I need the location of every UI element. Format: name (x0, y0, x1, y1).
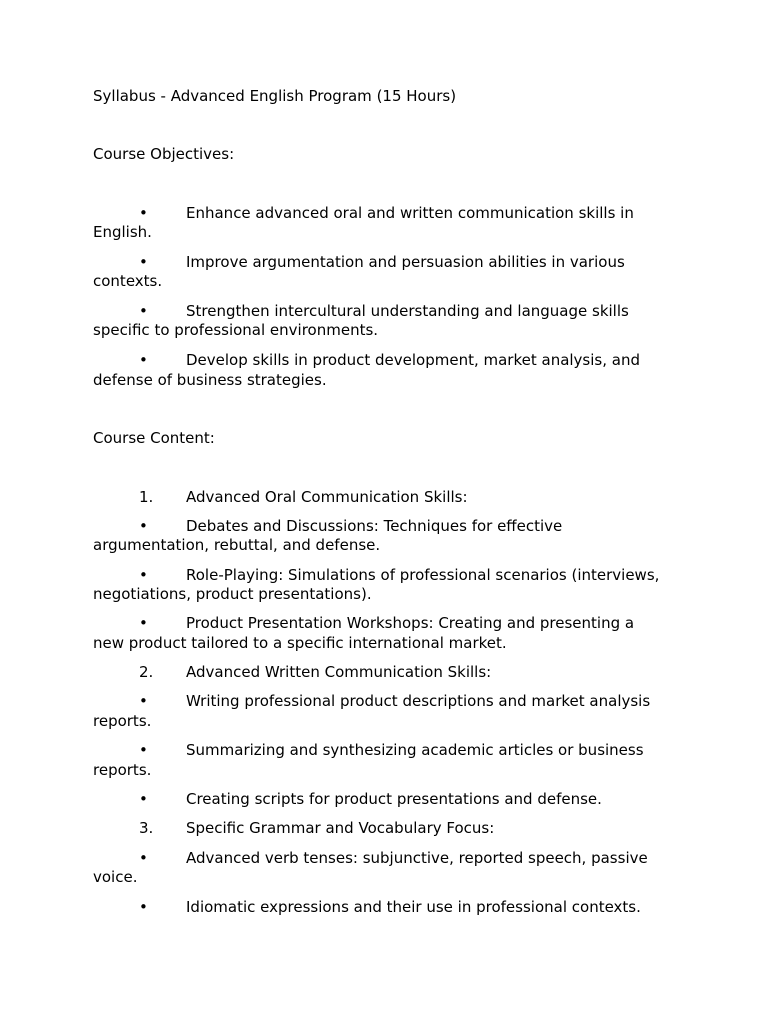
content-heading: Course Content: (93, 429, 215, 447)
content-item-line1: Debates and Discussions: Techniques for effective (186, 517, 563, 535)
content-item-line2: new product tailored to a specific international market. (93, 634, 507, 652)
bullet-marker: • (139, 204, 148, 222)
section-number: 1. (139, 488, 154, 506)
bullet-marker: • (139, 614, 148, 632)
section-title: Advanced Written Communication Skills: (186, 663, 492, 681)
bullet-marker: • (139, 898, 148, 916)
content-item-line1: Advanced verb tenses: subjunctive, reported speech, passive (186, 849, 648, 867)
content-item-line1: Summarizing and synthesizing academic articles or business (186, 741, 644, 759)
content-item-line2: reports. (93, 761, 152, 779)
objective-text-line1: Improve argumentation and persuasion abilities in various (186, 253, 625, 271)
section-title: Advanced Oral Communication Skills: (186, 488, 468, 506)
content-item-line1: Writing professional product descriptions and market analysis (186, 692, 651, 710)
section-number: 3. (139, 819, 154, 837)
bullet-marker: • (139, 741, 148, 759)
content-item-line1: Role-Playing: Simulations of professional scenarios (interviews, (186, 566, 660, 584)
bullet-marker: • (139, 517, 148, 535)
bullet-marker: • (139, 790, 148, 808)
bullet-marker: • (139, 302, 148, 320)
content-item-line1: Idiomatic expressions and their use in professional contexts. (186, 898, 641, 916)
section-number: 2. (139, 663, 154, 681)
objective-text-line2: specific to professional environments. (93, 321, 379, 339)
objectives-heading: Course Objectives: (93, 145, 235, 163)
document-title: Syllabus - Advanced English Program (15 Hours) (93, 87, 457, 105)
content-item-line1: Creating scripts for product presentations and defense. (186, 790, 602, 808)
bullet-marker: • (139, 351, 148, 369)
content-item-line2: reports. (93, 712, 152, 730)
section-title: Specific Grammar and Vocabulary Focus: (186, 819, 495, 837)
content-item-line2: negotiations, product presentations). (93, 585, 372, 603)
objective-text-line2: English. (93, 223, 152, 241)
bullet-marker: • (139, 566, 148, 584)
bullet-marker: • (139, 849, 148, 867)
objective-text-line1: Enhance advanced oral and written communication skills in (186, 204, 634, 222)
content-item-line2: voice. (93, 868, 138, 886)
objective-text-line1: Develop skills in product development, market analysis, and (186, 351, 640, 369)
bullet-marker: • (139, 253, 148, 271)
objective-text-line1: Strengthen intercultural understanding and language skills (186, 302, 629, 320)
objective-text-line2: defense of business strategies. (93, 371, 327, 389)
content-item-line2: argumentation, rebuttal, and defense. (93, 536, 381, 554)
objective-text-line2: contexts. (93, 272, 163, 290)
content-item-line1: Product Presentation Workshops: Creating and presenting a (186, 614, 635, 632)
bullet-marker: • (139, 692, 148, 710)
